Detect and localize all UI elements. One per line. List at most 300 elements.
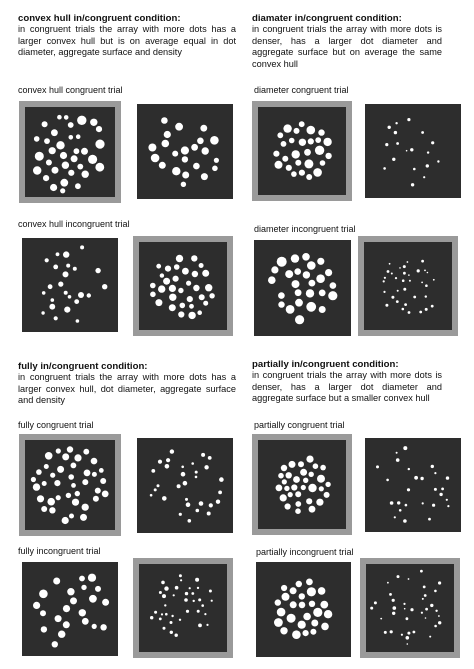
dot [91, 458, 98, 465]
dot [54, 480, 60, 486]
dot [81, 148, 88, 155]
dot [185, 498, 188, 501]
dot [427, 272, 429, 274]
condition-heading: convex hull in/congruent condition: [18, 13, 181, 24]
dot-array-panel [133, 558, 233, 658]
dot [318, 587, 326, 595]
dot [54, 316, 58, 320]
dot [330, 282, 337, 289]
dot [389, 593, 392, 596]
dot [206, 624, 208, 626]
dot [33, 483, 40, 490]
dot [71, 463, 77, 469]
dot [299, 593, 305, 599]
dot [306, 456, 313, 463]
dot [392, 612, 395, 615]
dot [92, 624, 97, 629]
dot [405, 504, 408, 507]
dot [93, 496, 99, 502]
dot [396, 300, 399, 303]
dot [173, 594, 175, 596]
dot [286, 165, 292, 171]
trial-label: diameter congruent trial [254, 85, 349, 95]
dot [81, 585, 86, 590]
dot-array-panel [254, 240, 351, 336]
dot [197, 310, 202, 315]
dot [404, 608, 406, 610]
dot [198, 624, 202, 628]
dot [75, 183, 81, 189]
dot [69, 135, 74, 140]
dot [319, 486, 324, 491]
dot [396, 452, 398, 454]
dot [88, 574, 96, 582]
dot [408, 578, 410, 580]
dot [150, 494, 153, 497]
dot [161, 117, 168, 124]
dot [275, 599, 281, 605]
dot [293, 476, 300, 483]
dot [45, 258, 49, 262]
dot [33, 602, 40, 609]
dot [406, 150, 408, 152]
dot [384, 631, 387, 634]
condition-heading: fully in/congruent condition: [18, 361, 148, 372]
dot [42, 291, 46, 295]
trial-label: fully incongruent trial [18, 546, 101, 556]
dot [383, 291, 385, 293]
dot [201, 173, 208, 180]
dot [157, 484, 160, 487]
dot [99, 468, 104, 473]
dot [192, 271, 198, 277]
dot [403, 288, 406, 291]
dot [425, 617, 427, 619]
dot [307, 126, 316, 135]
dot [78, 292, 84, 298]
dot [159, 618, 162, 621]
dot [56, 252, 60, 256]
dot [68, 474, 74, 480]
dot [390, 501, 394, 505]
dot [391, 296, 394, 299]
dot [401, 634, 403, 636]
dot [35, 152, 44, 161]
dot [44, 138, 50, 144]
dot [34, 136, 40, 142]
dot [173, 276, 179, 282]
dot [422, 598, 424, 600]
dot [47, 498, 55, 506]
dot [316, 274, 325, 283]
dot-array-panel [22, 238, 118, 332]
dot [284, 486, 289, 491]
condition-convex-hull [18, 13, 236, 59]
dot [178, 288, 183, 293]
dot [396, 458, 400, 462]
dot [403, 519, 407, 523]
dot [209, 293, 214, 298]
dot [394, 516, 396, 518]
dot [410, 608, 413, 611]
dot [79, 609, 86, 616]
dot [163, 278, 170, 285]
dot [295, 299, 303, 307]
dot [56, 448, 61, 453]
dot [295, 501, 301, 507]
dot [414, 476, 418, 480]
dot [397, 290, 399, 292]
dot [425, 308, 428, 311]
dot [58, 631, 65, 638]
dot [150, 283, 156, 289]
dot [207, 512, 211, 516]
dot [392, 599, 395, 602]
dot [318, 129, 324, 135]
dot [68, 122, 74, 128]
dot [55, 615, 62, 622]
dot [292, 280, 300, 288]
dot [177, 484, 181, 488]
dot [69, 514, 74, 519]
dot [306, 174, 312, 180]
dot [407, 118, 410, 121]
dot [285, 270, 293, 278]
dot [66, 264, 70, 268]
condition-heading: diamater in/congruent condition: [252, 13, 402, 24]
dot [169, 304, 176, 311]
dot [214, 158, 219, 163]
dot [313, 463, 319, 469]
dot [102, 284, 107, 289]
dot [73, 267, 77, 271]
dot [154, 611, 157, 614]
dot [299, 121, 305, 127]
dot [165, 613, 168, 616]
dot [160, 273, 164, 277]
dot [49, 304, 55, 310]
dot [399, 267, 401, 269]
dot [159, 591, 162, 594]
dot [303, 613, 311, 621]
dot [421, 282, 423, 284]
dot [45, 452, 53, 460]
dot [151, 154, 160, 163]
dot [276, 485, 283, 492]
dot [441, 488, 444, 491]
dot [421, 612, 423, 614]
dot [424, 270, 426, 272]
dot [324, 492, 330, 498]
dot [438, 581, 441, 584]
dot [156, 264, 161, 269]
dot [309, 506, 316, 513]
dot [51, 129, 58, 136]
dot [307, 261, 316, 270]
dot [313, 168, 322, 177]
dot [197, 138, 204, 145]
dot [49, 507, 55, 513]
dot [286, 305, 295, 314]
dot [41, 506, 47, 512]
dot [394, 131, 397, 134]
dot [397, 575, 400, 578]
dot-array-panel [133, 236, 233, 336]
dot [403, 446, 407, 450]
dot [87, 293, 91, 297]
dot [68, 170, 74, 176]
condition-diameter [252, 13, 442, 70]
dot [302, 253, 310, 261]
dot [212, 166, 218, 172]
dot [80, 245, 84, 249]
dot [172, 151, 178, 157]
dot [179, 574, 182, 577]
dot [57, 466, 64, 473]
dot [408, 468, 410, 470]
dot [79, 576, 85, 582]
dot [325, 153, 331, 159]
dot [51, 298, 55, 302]
dot [282, 593, 290, 601]
dot [161, 581, 165, 585]
dot [31, 477, 36, 482]
dot [286, 472, 292, 478]
dot [68, 295, 72, 299]
dot [166, 458, 170, 462]
condition-description: in congruent trials the array with more dots has a larger convex hull, dot diameter, aggregate surface and density [18, 372, 236, 406]
dot [71, 155, 78, 162]
dot [395, 277, 397, 279]
dot [315, 146, 324, 155]
dot [325, 269, 332, 276]
dot [198, 598, 201, 601]
dot [201, 604, 204, 607]
dot [200, 125, 207, 132]
dot [397, 501, 400, 504]
dot [431, 465, 434, 468]
dot [295, 491, 301, 497]
dot [271, 266, 278, 273]
dot [392, 158, 395, 161]
dot-array-panel [252, 434, 352, 535]
dot [370, 607, 373, 610]
dot [295, 289, 302, 296]
dot [71, 483, 76, 488]
condition-description: in congruent trials the array with more dots is denser, has a larger dot diameter and aggregate surface but a smaller convex hull [252, 370, 442, 404]
dot [188, 312, 195, 319]
dot [385, 304, 388, 307]
dot [186, 502, 191, 507]
dot [317, 258, 324, 265]
dot [163, 627, 166, 630]
dot [182, 156, 188, 162]
dot [95, 140, 104, 149]
dot [186, 610, 189, 613]
dot [324, 610, 332, 618]
dot [48, 284, 53, 289]
dot [408, 311, 411, 314]
dot [427, 151, 429, 153]
dot [433, 279, 435, 281]
dot [204, 465, 208, 469]
dot [384, 277, 386, 279]
dot [290, 587, 297, 594]
dot [407, 261, 409, 263]
dot [175, 634, 178, 637]
dot [439, 493, 442, 496]
dot [211, 600, 213, 602]
trial-label: convex hull incongruent trial [18, 219, 130, 229]
dot [154, 488, 157, 491]
dot [75, 491, 80, 496]
dot [289, 138, 295, 144]
dot [407, 488, 410, 491]
dot [438, 615, 440, 617]
dot [446, 476, 449, 479]
dot [317, 475, 325, 483]
dot [42, 121, 48, 127]
dot [425, 295, 427, 297]
dot [209, 590, 212, 593]
dot [39, 590, 48, 599]
dot [74, 454, 81, 461]
dot [387, 270, 390, 273]
dot [390, 630, 393, 633]
dot-array-panel [358, 236, 458, 336]
dot [274, 618, 283, 627]
dot [89, 595, 97, 603]
dot [294, 268, 301, 275]
dot [299, 139, 306, 146]
dot [96, 126, 102, 132]
dot [277, 132, 283, 138]
dot [64, 291, 68, 295]
dot [435, 610, 437, 612]
dot [386, 479, 389, 482]
dot [209, 503, 213, 507]
dot [64, 307, 70, 313]
trial-label: partially incongruent trial [256, 547, 354, 557]
trial-label: fully congruent trial [18, 420, 94, 430]
dot [281, 141, 287, 147]
dot [295, 508, 301, 514]
dot [281, 585, 287, 591]
dot-array-panel [252, 101, 352, 201]
dot [426, 164, 429, 167]
dot [395, 122, 397, 124]
dot [275, 161, 283, 169]
dot [36, 469, 42, 475]
dot [434, 590, 437, 593]
dot [62, 162, 69, 169]
dot [56, 495, 61, 500]
dot [300, 469, 307, 476]
dot [410, 148, 413, 151]
dot [40, 610, 46, 616]
dot [210, 136, 219, 145]
dot [82, 171, 89, 178]
dot [196, 509, 200, 513]
dot-array-panel [256, 562, 351, 657]
dot [281, 465, 287, 471]
dot [63, 251, 69, 257]
dot [165, 464, 170, 469]
dot [83, 449, 89, 455]
dot [182, 172, 189, 179]
dot [62, 517, 69, 524]
dot [195, 471, 198, 474]
dot [191, 255, 197, 261]
dot [304, 159, 313, 168]
dot [315, 137, 321, 143]
dot [102, 491, 109, 498]
dot [180, 579, 182, 581]
dot [311, 620, 318, 627]
dot [403, 265, 406, 268]
dot [90, 119, 97, 126]
dot [306, 498, 312, 504]
dot [159, 162, 166, 169]
dot [421, 260, 424, 263]
dot [60, 179, 68, 187]
dot [181, 182, 186, 187]
dot [402, 308, 405, 311]
dot [77, 116, 86, 125]
dot [409, 280, 411, 282]
dot [164, 604, 166, 606]
dot [33, 166, 41, 174]
dot [380, 618, 382, 620]
dot [37, 495, 44, 502]
dot [306, 579, 313, 586]
dot [310, 629, 316, 635]
dot [174, 264, 180, 270]
dot [43, 175, 49, 181]
dot [66, 493, 71, 498]
dot [408, 274, 410, 276]
dot [158, 285, 165, 292]
dot [407, 643, 409, 645]
dot [434, 488, 437, 491]
dot [428, 518, 431, 521]
dot [431, 141, 434, 144]
dot [189, 304, 194, 309]
dot [88, 155, 97, 164]
dot [72, 499, 79, 506]
dot [434, 472, 436, 474]
dot [95, 163, 104, 172]
dot [299, 602, 306, 609]
dot [193, 163, 200, 170]
dot [278, 292, 285, 299]
dot [404, 303, 407, 306]
dot [309, 280, 316, 287]
dot [316, 499, 323, 506]
dot [84, 470, 91, 477]
dot [323, 138, 331, 146]
dot [82, 618, 89, 625]
dot [164, 586, 168, 590]
dot [41, 311, 44, 314]
dot [187, 296, 193, 302]
dot [407, 632, 410, 635]
dot [402, 279, 405, 282]
dot [181, 472, 186, 477]
dot [49, 147, 56, 154]
dot [76, 134, 81, 139]
dot-array-panel [22, 562, 118, 656]
